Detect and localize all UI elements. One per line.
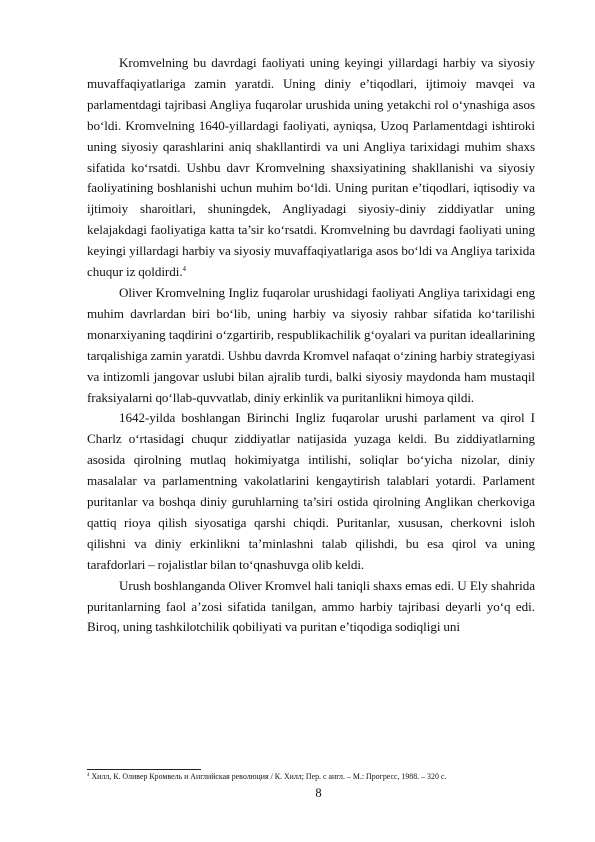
footnote-separator (87, 769, 201, 770)
paragraph-1 (87, 53, 535, 283)
paragraph-4 (87, 576, 535, 639)
paragraph-4-text: Urush boshlanganda Oliver Kromvel hali taniqli shaxs emas edi. U Ely shahrida puritanlarning faol a’zosi sifatida tanilgan, ammo harbiy tajribasi deyarli yo‘q edi. Biroq, uning tashkilotchilik qobiliyati va puritan e’tiqodiga sodiqligi uni (87, 577, 535, 635)
paragraph-2-text: Oliver Kromvelning Ingliz fuqarolar urushidagi faoliyati Angliya tarixidagi eng muhim davrlardan biri bo‘lib, uning harbiy va siyosiy rahbar sifatida ko‘tarilishi monarxiyaning taqdirini o‘zgartirib, respublikachilik g‘oyalari va puritan ideallarining tarqalishiga zamin yaratdi. Ushbu davrda Kromvel nafaqat o‘zining harbiy strategiyasi va intizomli jangovar uslubi bilan ajralib turdi, balki siyosiy maydonda ham mustaqil fraksiyalarni qo‘llab-quvvatlab, diniy erkinlik va puritanlikni himoya qildi. (87, 284, 535, 405)
footnote (87, 771, 547, 782)
paragraph-1-text: Kromvelning bu davrdagi faoliyati uning keyingi yillardagi harbiy va siyosiy muvaffaqiyatlariga zamin yaratdi. Uning diniy e’tiqodlari, ijtimoiy mavqei va parlamentdagi tajribasi Angliya fuqarolar urushida uning yetakchi rol o‘ynashiga asos bo‘ldi. Kromvelning 1640-yillardagi faoliyati, ayniqsa, Uzoq Parlamentdagi ishtiroki uning siyosiy qarashlarini aniq shakllantirdi va uni Angliya tarixidagi muhim shaxs sifatida ko‘rsatdi. Ushbu davr Kromvelning shaxsiyatining shakllanishi va siyosiy faoliyatining boshlanishi uchun muhim bo‘ldi. Uning puritan e’tiqodlari, iqtisodiy va ijtimoiy sharoitlari, shuningdek, Angliyadagi siyosiy-diniy ziddiyatlar uning kelajakdagi faoliyatiga katta ta’sir ko‘rsatdi. Kromvelning bu davrdagi faoliyati uning keyingi yillardagi harbiy va siyosiy muvaffaqiyatlariga asos bo‘ldi va Angliya tarixida chuqur iz qoldirdi. (87, 55, 535, 280)
paragraph-3-text: 1642-yilda boshlangan Birinchi Ingliz fuqarolar urushi parlament va qirol I Charlz o‘rtasidagi chuqur ziddiyatlar natijasida yuzaga keldi. Bu ziddiyatlarning asosida qirolning mutlaq hokimiyatga intilishi, soliqlar bo‘yicha nizolar, diniy masalalar va parlamentning vakolatlarini kengaytirish talablari yotardi. Parlament puritanlar va boshqa diniy guruhlarning ta’siri ostida qirolning Anglikan cherkoviga qattiq rioya qilish siyosatiga qarshi chiqdi. Puritanlar, xususan, cherkovni isloh qilishni va diniy erkinlikni ta’minlashni talab qilishdi, bu esa qirol va uning tarafdorlari – rojalistlar bilan to‘qnashuvga olib keldi. (87, 410, 535, 572)
body-text (87, 53, 535, 638)
footnote-number: 4 (87, 773, 90, 778)
page-number: 8 (315, 786, 322, 800)
paragraph-2 (87, 283, 535, 408)
footnote-text: Хилл, К. Оливер Кромвель и Английская революция / К. Хилл; Пер. с англ. – М.: Прогресс, 1988. – 320 с. (91, 772, 447, 781)
footnote-reference[interactable]: 4 (182, 265, 186, 274)
paragraph-3 (87, 408, 535, 575)
